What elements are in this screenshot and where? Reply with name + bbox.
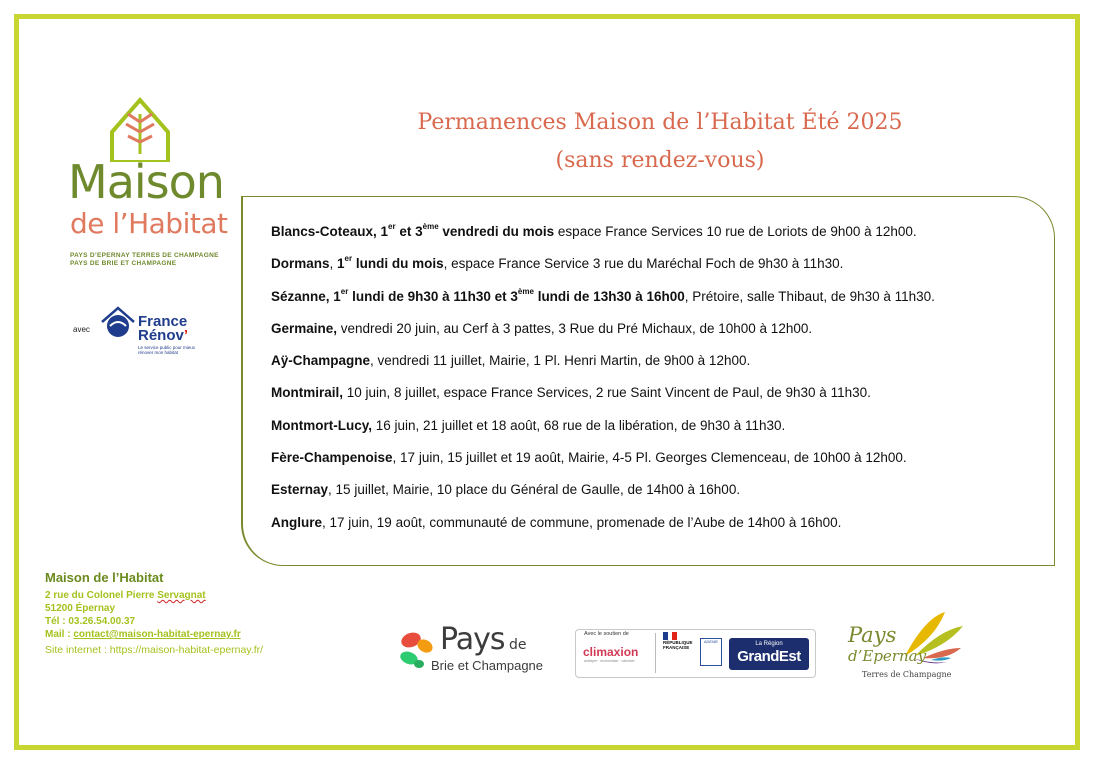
contact-phone: Tél : 03.26.54.00.37 bbox=[45, 616, 136, 627]
pays-brie-word2: Brie et Champagne bbox=[431, 658, 544, 673]
schedule-entry bbox=[271, 222, 1051, 254]
sponsor-divider bbox=[655, 633, 656, 673]
france-renov-word2 bbox=[138, 328, 188, 344]
entry-highlight: et 3 bbox=[395, 224, 423, 239]
entry-text: 16 juin, 21 juillet et 18 août, 68 rue de la libération, de 9h30 à 11h30. bbox=[372, 417, 786, 433]
france-renov-avec: avec bbox=[73, 325, 90, 334]
contact-mail-link[interactable]: contact@maison-habitat-epernay.fr bbox=[73, 629, 241, 640]
schedule-entry bbox=[271, 287, 1051, 319]
entry-text: , 17 juin, 15 juillet et 19 août, Mairie, 4-5 Pl. Georges Clemenceau, de 10h00 à 12h00. bbox=[392, 450, 907, 466]
france-renov-word2-text: Rénov bbox=[138, 327, 184, 344]
france-renov-house-icon bbox=[100, 304, 136, 340]
grand-est-line1: La Région bbox=[755, 641, 783, 647]
entry-text: espace France Services 10 rue de Loriots de 9h00 à 12h00. bbox=[554, 224, 917, 239]
climaxion-logo: climaxion bbox=[583, 645, 639, 659]
pays-epernay-word1: Pays bbox=[848, 623, 897, 647]
entry-text: vendredi 20 juin, au Cerf à 3 pattes, 3 Rue du Pré Michaux, de 10h00 à 12h00. bbox=[337, 320, 813, 336]
entry-text: , 15 juillet, Mairie, 10 place du Général de Gaulle, de 14h00 à 16h00. bbox=[328, 482, 741, 498]
contact-address-prefix: 2 rue du Colonel Pierre bbox=[45, 590, 158, 601]
france-renov-accent: ’ bbox=[183, 327, 189, 344]
entry-text: , vendredi 11 juillet, Mairie, 1 Pl. Henri Martin, de 9h00 à 12h00. bbox=[370, 353, 751, 369]
pays-epernay-word2: d’Epernay bbox=[848, 647, 927, 665]
entry-highlight: Montmirail, bbox=[271, 385, 344, 401]
grand-est-logo bbox=[729, 638, 809, 670]
entry-highlight: Germaine, bbox=[271, 320, 338, 336]
entry-highlight: Blancs-Coteaux, 1 bbox=[271, 224, 389, 239]
logo-subtitle-line2: PAYS DE BRIE ET CHAMPAGNE bbox=[70, 260, 177, 267]
entry-highlight: lundi du mois bbox=[352, 256, 444, 272]
entry-highlight: Dormans bbox=[271, 256, 330, 272]
entry-highlight: Fère-Champenoise bbox=[271, 450, 393, 466]
france-renov-word1: France bbox=[138, 313, 188, 330]
logo-word-maison: Maison bbox=[68, 155, 224, 209]
entry-highlight: er bbox=[340, 286, 349, 296]
entry-highlight: Sézanne, 1 bbox=[271, 288, 341, 304]
entry-text: 10 juin, 8 juillet, espace France Services, 2 rue Saint Vincent de Paul, de 9h30 à 11h30. bbox=[343, 385, 871, 401]
contact-address bbox=[45, 590, 206, 602]
pays-brie-word1 bbox=[440, 624, 526, 661]
house-tree-logo-icon bbox=[68, 92, 228, 162]
schedule-entry bbox=[271, 319, 1051, 351]
entry-text: , espace France Service 3 rue du Maréchal Foch de 9h30 à 11h30. bbox=[443, 256, 844, 272]
contact-city: 51200 Épernay bbox=[45, 603, 116, 614]
ademe-logo: ADEME bbox=[700, 638, 722, 666]
contact-mail-label: Mail : bbox=[45, 629, 74, 640]
logo-word-habitat: de l’Habitat bbox=[70, 207, 228, 240]
climaxion-tagline: anticiper · économiser · valoriser bbox=[584, 659, 635, 663]
pays-brie-pays: Pays bbox=[440, 622, 505, 657]
entry-highlight: Esternay bbox=[271, 482, 329, 498]
schedule-entry bbox=[271, 383, 1051, 415]
entry-highlight: Montmort-Lucy, bbox=[271, 417, 372, 433]
republique-francaise: RÉPUBLIQUE FRANÇAISE bbox=[663, 640, 693, 650]
contact-website: Site internet : https://maison-habitat-epernay.fr/ bbox=[45, 644, 264, 656]
title-line1: Permanences Maison de l’Habitat Été 2025 bbox=[417, 110, 903, 135]
schedule-entry bbox=[271, 416, 1051, 448]
entry-text: , Prétoire, salle Thibaut, de 9h30 à 11h30. bbox=[684, 288, 935, 304]
france-renov-tagline: Le service public pour mieux rénover mon habitat bbox=[138, 345, 196, 355]
sponsor-soutien: Avec le soutien de bbox=[584, 631, 629, 637]
entry-highlight: lundi de 13h30 à 16h00 bbox=[533, 288, 685, 304]
schedule-entry bbox=[271, 448, 1051, 480]
entry-highlight: ème bbox=[422, 222, 439, 231]
entry-highlight: lundi de 9h30 à 11h30 et 3 bbox=[348, 288, 518, 304]
page-title bbox=[300, 104, 1020, 180]
title-line2: (sans rendez-vous) bbox=[555, 148, 765, 173]
logo-subtitle bbox=[70, 252, 219, 268]
entry-text: , bbox=[329, 256, 338, 272]
entry-highlight: Aÿ-Champagne bbox=[271, 353, 371, 369]
pays-brie-de: de bbox=[504, 637, 527, 653]
entry-highlight: er bbox=[344, 254, 353, 264]
entry-highlight: 1 bbox=[337, 256, 345, 272]
entry-highlight: ème bbox=[517, 286, 534, 296]
pays-epernay-word3: Terres de Champagne bbox=[862, 670, 952, 679]
grand-est-line2: GrandEst bbox=[737, 648, 801, 665]
french-flag-icon bbox=[663, 632, 677, 640]
entry-highlight: Anglure bbox=[271, 514, 323, 530]
entry-highlight: er bbox=[388, 222, 396, 231]
contact-address-name: Servagnat bbox=[157, 590, 206, 601]
logo-subtitle-line1: PAYS D’EPERNAY TERRES DE CHAMPAGNE bbox=[70, 252, 219, 259]
contact-mail bbox=[45, 629, 241, 641]
schedule-entry bbox=[271, 480, 1051, 512]
entry-text: , 17 juin, 19 août, communauté de commune, promenade de l’Aube de 14h00 à 16h00. bbox=[322, 514, 842, 530]
schedule-entry bbox=[271, 254, 1051, 286]
schedule-list bbox=[271, 222, 1051, 545]
entry-highlight: vendredi du mois bbox=[438, 224, 555, 239]
schedule-entry bbox=[271, 513, 1051, 545]
contact-name: Maison de l’Habitat bbox=[45, 570, 164, 585]
schedule-entry bbox=[271, 351, 1051, 383]
